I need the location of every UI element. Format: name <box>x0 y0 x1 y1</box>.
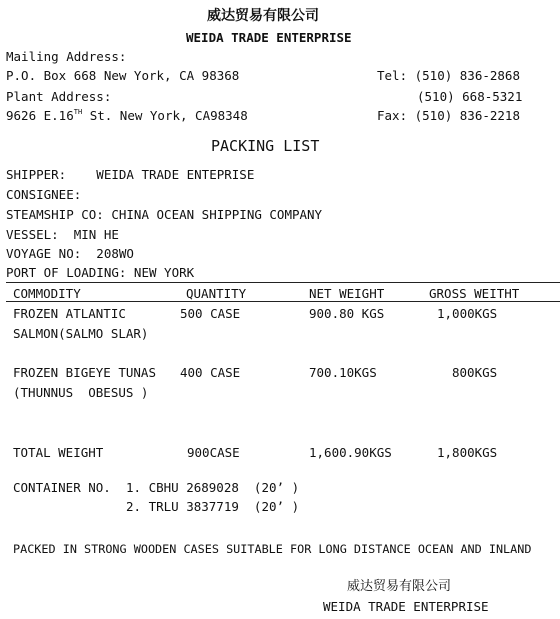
row2-quantity: 400 CASE <box>180 365 241 380</box>
row2-net-weight: 700.10KGS <box>309 365 377 380</box>
plant-address-line <box>6 109 248 123</box>
table-top-rule <box>6 282 560 283</box>
total-quantity: 900CASE <box>187 445 240 460</box>
tel-number-2: (510) 668-5321 <box>417 89 523 104</box>
total-gross-weight: 1,800KGS <box>437 445 498 460</box>
fax-number: Fax: (510) 836-2218 <box>377 108 520 123</box>
header-net-weight: NET WEIGHT <box>309 286 385 301</box>
document-title: PACKING LIST <box>211 137 320 155</box>
voyage-line: VOYAGE NO: 208WO <box>6 246 134 261</box>
steamship-line: STEAMSHIP CO: CHINA OCEAN SHIPPING COMPANY <box>6 207 323 222</box>
row2-gross-weight: 800KGS <box>452 365 498 380</box>
row2-commodity-line2: (THUNNUS OBESUS ) <box>13 385 149 400</box>
plant-address-prefix: 9626 E.16 <box>6 108 74 123</box>
company-name-chinese: 威达贸易有限公司 <box>207 8 319 24</box>
plant-address-label: Plant Address: <box>6 89 112 104</box>
tel-number: Tel: (510) 836-2868 <box>377 68 520 83</box>
header-quantity: QUANTITY <box>186 286 247 301</box>
container-item-2: 2. TRLU 3837719 (20’ ) <box>126 499 300 514</box>
footer-company-english: WEIDA TRADE ENTERPRISE <box>323 599 489 614</box>
consignee-line: CONSIGNEE: <box>6 187 82 202</box>
container-label: CONTAINER NO. <box>13 480 111 495</box>
table-header-rule <box>6 301 560 302</box>
header-gross-weight: GROSS WEITHT <box>429 286 520 301</box>
row1-net-weight: 900.80 KGS <box>309 306 385 321</box>
total-net-weight: 1,600.90KGS <box>309 445 392 460</box>
plant-address-suffix: St. New York, CA98348 <box>82 108 248 123</box>
row1-commodity-line1: FROZEN ATLANTIC <box>13 306 126 321</box>
mailing-address-line: P.O. Box 668 New York, CA 98368 <box>6 68 240 83</box>
company-name-english: WEIDA TRADE ENTERPRISE <box>186 30 352 45</box>
mailing-address-label: Mailing Address: <box>6 49 127 64</box>
container-item-1: 1. CBHU 2689028 (20’ ) <box>126 480 300 495</box>
shipper-line: SHIPPER: WEIDA TRADE ENTEPRISE <box>6 167 255 182</box>
port-of-loading-line: PORT OF LOADING: NEW YORK <box>6 265 195 280</box>
packing-note: PACKED IN STRONG WOODEN CASES SUITABLE FOR LONG DISTANCE OCEAN AND INLAND <box>13 542 532 556</box>
vessel-line: VESSEL: MIN HE <box>6 227 119 242</box>
header-commodity: COMMODITY <box>13 286 81 301</box>
row1-gross-weight: 1,000KGS <box>437 306 498 321</box>
total-weight-label: TOTAL WEIGHT <box>13 445 104 460</box>
plant-address-superscript: TH <box>73 108 83 116</box>
row1-commodity-line2: SALMON(SALMO SLAR) <box>13 326 149 341</box>
row1-quantity: 500 CASE <box>180 306 241 321</box>
row2-commodity-line1: FROZEN BIGEYE TUNAS <box>13 365 156 380</box>
footer-company-chinese: 威达贸易有限公司 <box>347 579 452 594</box>
